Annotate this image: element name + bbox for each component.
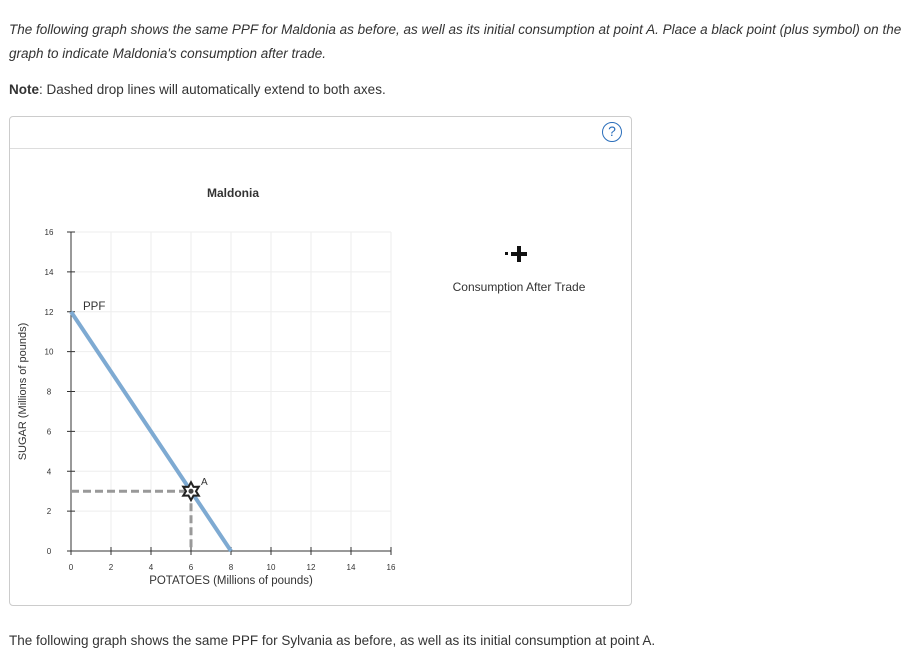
help-icon[interactable]: ?	[602, 122, 622, 142]
x-tick-label: 8	[228, 563, 234, 572]
ppf-chart[interactable]	[10, 117, 633, 607]
ppf-label: PPF	[83, 300, 106, 313]
y-tick-label: 6	[46, 427, 52, 437]
x-axis-title: POTATOES (Millions of pounds)	[149, 575, 313, 587]
y-tick-label: 8	[46, 387, 52, 397]
x-tick-label: 6	[188, 563, 194, 572]
note-label: Note	[9, 82, 39, 97]
y-axis-title: SUGAR (Millions of pounds)	[17, 322, 29, 461]
x-tick-label: 4	[148, 563, 154, 572]
y-tick-label: 10	[44, 347, 54, 357]
x-tick-label: 16	[386, 563, 396, 572]
note-body: : Dashed drop lines will automatically extend to both axes.	[39, 82, 386, 97]
x-tick-label: 2	[108, 563, 114, 572]
footer-text: The following graph shows the same PPF for Sylvania as before, as well as its initial consumption at point A.	[9, 633, 656, 648]
x-tick-label: 0	[68, 563, 74, 572]
point-a-center	[189, 489, 194, 494]
x-tick-label: 10	[266, 563, 276, 572]
y-tick-label: 16	[44, 228, 54, 237]
palette-label: Consumption After Trade	[452, 280, 586, 294]
y-tick-label: 14	[44, 267, 54, 277]
y-tick-label: 0	[46, 547, 52, 556]
consumption-after-trade-tool[interactable]	[453, 246, 586, 294]
y-tick-label: 2	[46, 507, 52, 517]
note-text	[9, 82, 386, 97]
point-a-label: A	[201, 477, 208, 489]
y-tick-label: 12	[44, 307, 54, 317]
plus-symbol-dot	[505, 252, 508, 255]
graph-panel	[9, 116, 632, 606]
instructions-text: The following graph shows the same PPF for Maldonia as before, as well as its initial consumption at point A. Place a black point (plus symbol) on the graph to indicate Maldonia's consumption after trade.	[9, 22, 902, 61]
x-tick-label: 12	[306, 563, 316, 572]
chart-title: Maldonia	[206, 186, 260, 200]
y-tick-label: 4	[46, 467, 52, 477]
x-tick-label: 14	[346, 563, 356, 572]
plus-symbol-horizontal	[511, 252, 527, 256]
